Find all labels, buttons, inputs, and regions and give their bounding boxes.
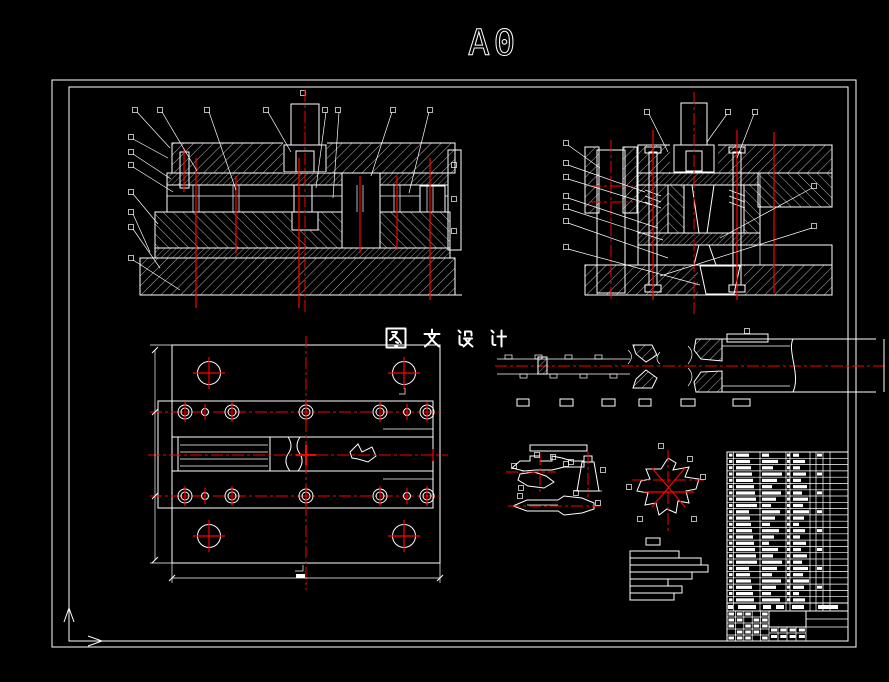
view-upper-left-section [129,90,463,314]
station-markers [517,399,750,406]
title-block-name-cell [769,611,806,627]
detail-plan-part [627,444,706,533]
view-plan [148,336,448,590]
stacked-plates-detail [630,538,708,600]
dimension-left [150,345,172,563]
view-part-details [506,444,706,533]
detail-strip-piece [508,491,601,516]
watermark [380,324,519,352]
view-strip-layout [495,329,886,407]
screw-row-bottom [150,486,440,506]
detail-side-profile [506,453,584,495]
sheet-format-label: A0 [468,23,520,64]
axis-marker-icon [64,608,102,646]
view-upper-right-section [564,92,833,316]
title-block [727,611,848,641]
parts-list-table [727,452,848,641]
screw-row-top [150,402,440,422]
